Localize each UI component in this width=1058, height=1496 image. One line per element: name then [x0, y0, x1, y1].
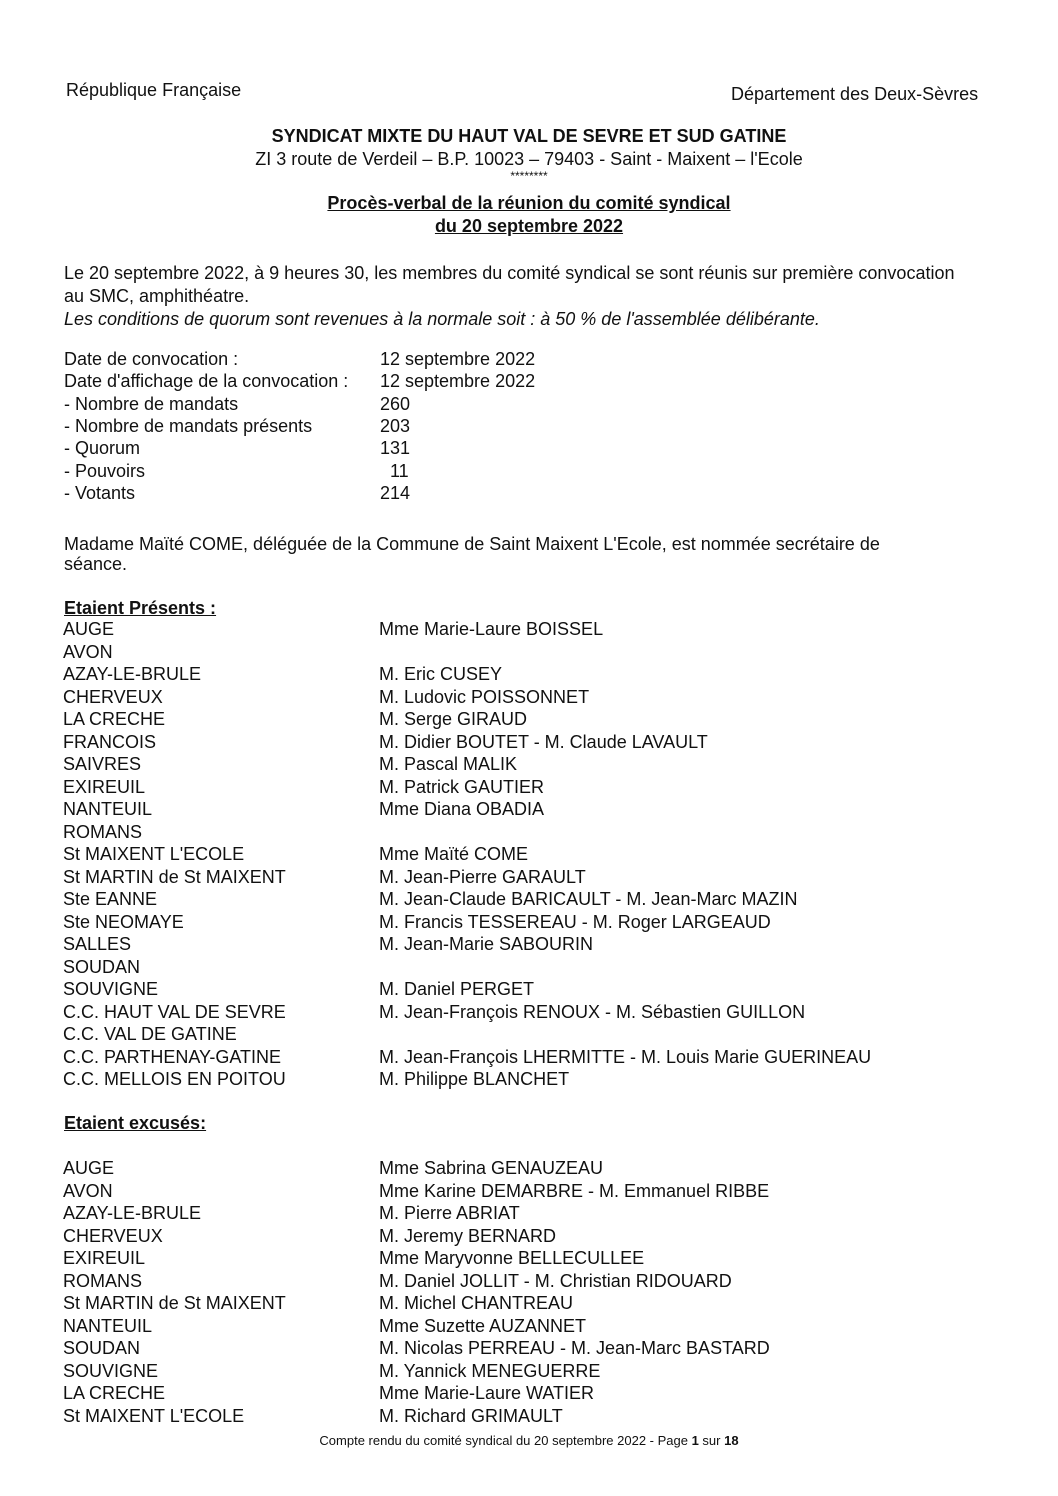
stat-value: 11	[380, 461, 409, 481]
commune-name: NANTEUIL	[63, 1316, 153, 1336]
intro-line-1: Le 20 septembre 2022, à 9 heures 30, les membres du comité syndical se sont réunis sur première convocation	[64, 263, 955, 283]
delegate-names: M. Pierre ABRIAT	[379, 1203, 520, 1223]
delegate-names: M. Daniel PERGET	[379, 979, 535, 999]
commune-name: AVON	[63, 642, 113, 662]
attendance-row	[0, 889, 1058, 912]
attendance-row	[0, 709, 1058, 732]
delegate-names: Mme Maryvonne BELLECULLEE	[379, 1248, 645, 1268]
attendance-row	[0, 867, 1058, 890]
attendance-row	[0, 1293, 1058, 1316]
stat-label: - Quorum	[64, 438, 141, 458]
stat-label: - Nombre de mandats présents	[64, 416, 313, 436]
attendance-row	[0, 844, 1058, 867]
attendance-row	[0, 642, 1058, 665]
commune-name: EXIREUIL	[63, 1248, 146, 1268]
attendance-row	[0, 1226, 1058, 1249]
attendance-row	[0, 822, 1058, 845]
secretary-line-2: séance.	[64, 554, 128, 574]
attendance-row	[0, 1338, 1058, 1361]
delegate-names: M. Jean-Marie SABOURIN	[379, 934, 594, 954]
commune-name: FRANCOIS	[63, 732, 157, 752]
stat-label: Date d'affichage de la convocation :	[64, 371, 349, 391]
attendance-row	[0, 687, 1058, 710]
attendance-row	[0, 1181, 1058, 1204]
commune-name: LA CRECHE	[63, 709, 166, 729]
commune-name: SALLES	[63, 934, 132, 954]
commune-name: St MARTIN de St MAIXENT	[63, 867, 286, 887]
stat-value: 203	[380, 416, 411, 436]
attendance-row	[0, 1406, 1058, 1429]
delegate-names: Mme Sabrina GENAUZEAU	[379, 1158, 604, 1178]
stat-value: 12 septembre 2022	[380, 349, 536, 369]
stat-label: Date de convocation :	[64, 349, 239, 369]
commune-name: SAIVRES	[63, 754, 142, 774]
commune-name: SOUVIGNE	[63, 1361, 159, 1381]
delegate-names: M. Michel CHANTREAU	[379, 1293, 574, 1313]
commune-name: AVON	[63, 1181, 113, 1201]
delegate-names: M. Jean-Claude BARICAULT - M. Jean-Marc MAZIN	[379, 889, 798, 909]
document-title: Procès-verbal de la réunion du comité syndical	[327, 193, 731, 213]
delegate-names: Mme Marie-Laure WATIER	[379, 1383, 595, 1403]
commune-name: LA CRECHE	[63, 1383, 166, 1403]
commune-name: C.C. PARTHENAY-GATINE	[63, 1047, 282, 1067]
delegate-names: M. Nicolas PERREAU - M. Jean-Marc BASTARD	[379, 1338, 770, 1358]
delegate-names: M. Philippe BLANCHET	[379, 1069, 570, 1089]
delegate-names: M. Ludovic POISSONNET	[379, 687, 590, 707]
attendance-row	[0, 1361, 1058, 1384]
delegate-names: M. Eric CUSEY	[379, 664, 503, 684]
delegate-names: Mme Marie-Laure BOISSEL	[379, 619, 604, 639]
stat-label: - Nombre de mandats	[64, 394, 239, 414]
attendance-row	[0, 1024, 1058, 1047]
attendance-row	[0, 777, 1058, 800]
delegate-names: M. Jeremy BERNARD	[379, 1226, 557, 1246]
attendance-row	[0, 754, 1058, 777]
attendance-row	[0, 664, 1058, 687]
attendance-row	[0, 1069, 1058, 1092]
attendance-row	[0, 619, 1058, 642]
commune-name: C.C. MELLOIS EN POITOU	[63, 1069, 286, 1089]
commune-name: AZAY-LE-BRULE	[63, 664, 202, 684]
org-title: SYNDICAT MIXTE DU HAUT VAL DE SEVRE ET SUD GATINE	[271, 126, 787, 146]
attendance-row	[0, 979, 1058, 1002]
delegate-names: M. Serge GIRAUD	[379, 709, 528, 729]
commune-name: SOUDAN	[63, 1338, 141, 1358]
attendance-row	[0, 1271, 1058, 1294]
stat-value: 131	[380, 438, 411, 458]
delegate-names: Mme Karine DEMARBRE - M. Emmanuel RIBBE	[379, 1181, 770, 1201]
delegate-names: M. Patrick GAUTIER	[379, 777, 545, 797]
commune-name: CHERVEUX	[63, 1226, 163, 1246]
delegate-names: M. Jean-Pierre GARAULT	[379, 867, 586, 887]
delegate-names: Mme Suzette AUZANNET	[379, 1316, 587, 1336]
commune-name: AUGE	[63, 1158, 115, 1178]
stat-label: - Votants	[64, 483, 136, 503]
attendance-row	[0, 799, 1058, 822]
stat-value: 260	[380, 394, 411, 414]
delegate-names: M. Richard GRIMAULT	[379, 1406, 563, 1426]
attendance-row	[0, 912, 1058, 935]
commune-name: NANTEUIL	[63, 799, 153, 819]
separator-stars: ********	[510, 169, 548, 183]
footer-page-number: 1	[691, 1433, 699, 1448]
delegate-names: M. Jean-François RENOUX - M. Sébastien GUILLON	[379, 1002, 806, 1022]
attendance-row	[0, 1002, 1058, 1025]
commune-name: AZAY-LE-BRULE	[63, 1203, 202, 1223]
present-heading: Etaient Présents :	[64, 598, 217, 618]
delegate-names: M. Francis TESSEREAU - M. Roger LARGEAUD	[379, 912, 771, 932]
stat-label: - Pouvoirs	[64, 461, 146, 481]
document-date: du 20 septembre 2022	[434, 216, 624, 236]
attendance-row	[0, 1203, 1058, 1226]
header-right: Département des Deux-Sèvres	[731, 84, 979, 104]
commune-name: ROMANS	[63, 1271, 143, 1291]
secretary-line-1: Madame Maïté COME, déléguée de la Commune de Saint Maixent L'Ecole, est nommée secrétaire de	[64, 534, 880, 554]
footer-of: sur	[698, 1433, 725, 1448]
commune-name: C.C. VAL DE GATINE	[63, 1024, 237, 1044]
commune-name: EXIREUIL	[63, 777, 146, 797]
footer-text: Compte rendu du comité syndical du 20 septembre 2022 - Page	[319, 1433, 692, 1448]
commune-name: St MAIXENT L'ECOLE	[63, 844, 245, 864]
page-footer	[0, 1433, 1058, 1448]
commune-name: St MARTIN de St MAIXENT	[63, 1293, 286, 1313]
commune-name: C.C. HAUT VAL DE SEVRE	[63, 1002, 286, 1022]
delegate-names: Mme Maïté COME	[379, 844, 529, 864]
delegate-names: M. Didier BOUTET - M. Claude LAVAULT	[379, 732, 708, 752]
quorum-note: Les conditions de quorum sont revenues à la normale soit : à 50 % de l'assemblée délibérante.	[64, 309, 820, 329]
excused-heading: Etaient excusés:	[64, 1113, 207, 1133]
attendance-row	[0, 1248, 1058, 1271]
attendance-row	[0, 1158, 1058, 1181]
delegate-names: M. Pascal MALIK	[379, 754, 518, 774]
stat-value: 214	[380, 483, 411, 503]
delegate-names: Mme Diana OBADIA	[379, 799, 545, 819]
delegate-names: M. Jean-François LHERMITTE - M. Louis Marie GUERINEAU	[379, 1047, 872, 1067]
attendance-row	[0, 1316, 1058, 1339]
commune-name: CHERVEUX	[63, 687, 163, 707]
intro-line-2: au SMC, amphithéatre.	[64, 286, 250, 306]
commune-name: Ste NEOMAYE	[63, 912, 184, 932]
commune-name: ROMANS	[63, 822, 143, 842]
attendance-row	[0, 934, 1058, 957]
footer-page-total: 18	[724, 1433, 739, 1448]
commune-name: SOUDAN	[63, 957, 141, 977]
commune-name: SOUVIGNE	[63, 979, 159, 999]
attendance-row	[0, 1383, 1058, 1406]
commune-name: St MAIXENT L'ECOLE	[63, 1406, 245, 1426]
attendance-row	[0, 1047, 1058, 1070]
org-address: ZI 3 route de Verdeil – B.P. 10023 – 79403 - Saint - Maixent – l'Ecole	[255, 149, 803, 169]
commune-name: AUGE	[63, 619, 115, 639]
delegate-names: M. Yannick MENEGUERRE	[379, 1361, 601, 1381]
commune-name: Ste EANNE	[63, 889, 158, 909]
attendance-row	[0, 732, 1058, 755]
attendance-row	[0, 957, 1058, 980]
stat-value: 12 septembre 2022	[380, 371, 536, 391]
delegate-names: M. Daniel JOLLIT - M. Christian RIDOUARD	[379, 1271, 732, 1291]
header-left: République Française	[66, 80, 242, 100]
